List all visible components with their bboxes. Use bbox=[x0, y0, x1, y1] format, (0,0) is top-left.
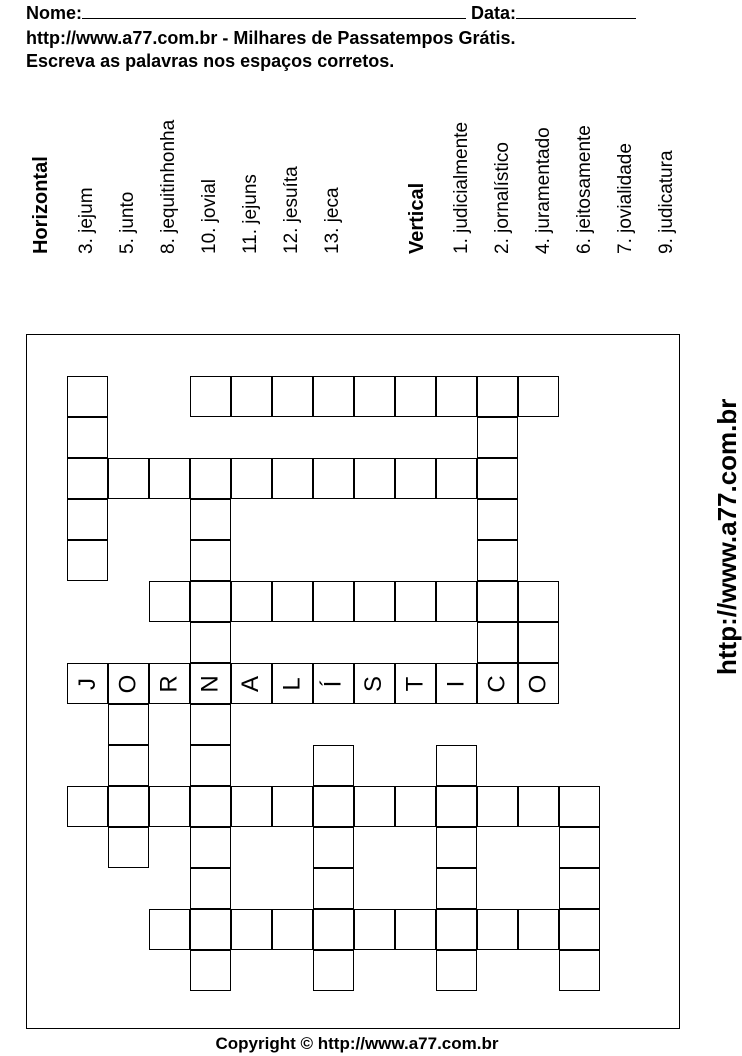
grid-cell[interactable] bbox=[559, 868, 600, 909]
grid-cell[interactable] bbox=[313, 581, 354, 622]
grid-cell[interactable] bbox=[108, 663, 149, 704]
grid-cell[interactable] bbox=[354, 581, 395, 622]
grid-cell[interactable] bbox=[190, 622, 231, 663]
site-line: http://www.a77.com.br - Milhares de Passatempos Grátis. bbox=[26, 28, 516, 48]
cell-letter: N bbox=[196, 674, 224, 693]
grid-cell[interactable] bbox=[477, 499, 518, 540]
cell-letter: L bbox=[278, 676, 306, 691]
grid-cell[interactable] bbox=[272, 458, 313, 499]
grid-cell[interactable] bbox=[67, 458, 108, 499]
grid-cell[interactable] bbox=[67, 499, 108, 540]
horizontal-clue: 5. junto bbox=[117, 191, 138, 254]
grid-cell[interactable] bbox=[67, 540, 108, 581]
grid-cell[interactable] bbox=[313, 827, 354, 868]
grid-cell[interactable] bbox=[190, 786, 231, 827]
grid-cell[interactable] bbox=[108, 786, 149, 827]
vertical-clue: 1. judicialmente bbox=[451, 121, 472, 254]
grid-cell[interactable] bbox=[231, 663, 272, 704]
grid-cell[interactable] bbox=[354, 376, 395, 417]
grid-cell[interactable] bbox=[272, 786, 313, 827]
horizontal-clue: 10. jovial bbox=[199, 179, 220, 254]
cell-letter: A bbox=[237, 675, 265, 692]
grid-cell[interactable] bbox=[354, 909, 395, 950]
grid-cell[interactable] bbox=[272, 909, 313, 950]
grid-cell[interactable] bbox=[108, 704, 149, 745]
grid-cell[interactable] bbox=[436, 868, 477, 909]
grid-cell[interactable] bbox=[67, 663, 108, 704]
grid-cell[interactable] bbox=[231, 458, 272, 499]
grid-cell[interactable] bbox=[272, 581, 313, 622]
grid-cell[interactable] bbox=[108, 745, 149, 786]
cell-letter: S bbox=[360, 675, 388, 692]
instruction-line: Escreva as palavras nos espaços corretos. bbox=[26, 51, 395, 71]
grid-cell[interactable] bbox=[149, 663, 190, 704]
grid-cell[interactable] bbox=[272, 663, 313, 704]
grid-cell[interactable] bbox=[477, 663, 518, 704]
grid-cell[interactable] bbox=[190, 581, 231, 622]
grid-cell[interactable] bbox=[395, 663, 436, 704]
grid-cell[interactable] bbox=[108, 827, 149, 868]
grid-cell[interactable] bbox=[436, 786, 477, 827]
grid-cell[interactable] bbox=[190, 827, 231, 868]
vertical-clue: 4. juramentado bbox=[533, 127, 554, 254]
grid-cell[interactable] bbox=[149, 458, 190, 499]
grid-cell[interactable] bbox=[354, 458, 395, 499]
cell-letter: T bbox=[401, 676, 429, 691]
horizontal-clue: 8. jequitinhonha bbox=[158, 119, 179, 254]
grid-cell[interactable] bbox=[477, 786, 518, 827]
grid-cell[interactable] bbox=[354, 663, 395, 704]
horizontal-heading: Horizontal bbox=[30, 156, 52, 254]
grid-cell[interactable] bbox=[559, 827, 600, 868]
grid-cell[interactable] bbox=[395, 376, 436, 417]
side-url: http://www.a77.com.br bbox=[712, 398, 742, 675]
grid-cell[interactable] bbox=[190, 499, 231, 540]
grid-cell[interactable] bbox=[559, 786, 600, 827]
grid-cell[interactable] bbox=[67, 786, 108, 827]
grid-cell[interactable] bbox=[477, 622, 518, 663]
horizontal-clue: 12. jesuíta bbox=[281, 166, 302, 254]
grid-cell[interactable] bbox=[354, 786, 395, 827]
grid-cell[interactable] bbox=[477, 417, 518, 458]
grid-cell[interactable] bbox=[313, 950, 354, 991]
grid-cell[interactable] bbox=[436, 745, 477, 786]
grid-cell[interactable] bbox=[477, 581, 518, 622]
grid-cell[interactable] bbox=[231, 581, 272, 622]
grid-cell[interactable] bbox=[272, 376, 313, 417]
grid-cell[interactable] bbox=[313, 745, 354, 786]
grid-cell[interactable] bbox=[149, 786, 190, 827]
grid-cell[interactable] bbox=[436, 663, 477, 704]
horizontal-clue: 11. jejuns bbox=[240, 174, 261, 254]
grid-cell[interactable] bbox=[108, 458, 149, 499]
grid-cell[interactable] bbox=[231, 376, 272, 417]
date-label: Data: bbox=[471, 3, 517, 23]
grid-cell[interactable] bbox=[190, 950, 231, 991]
grid-cell[interactable] bbox=[190, 540, 231, 581]
grid-cell[interactable] bbox=[395, 458, 436, 499]
cell-letter: C bbox=[483, 674, 511, 693]
grid-cell[interactable] bbox=[149, 581, 190, 622]
grid-cell[interactable] bbox=[518, 622, 559, 663]
grid-cell[interactable] bbox=[67, 376, 108, 417]
grid-cell[interactable] bbox=[518, 786, 559, 827]
cell-letter: O bbox=[524, 674, 552, 693]
cell-letter: O bbox=[114, 674, 142, 693]
grid-cell[interactable] bbox=[231, 786, 272, 827]
grid-cell[interactable] bbox=[313, 663, 354, 704]
cell-letter: I bbox=[442, 680, 470, 687]
grid-cell[interactable] bbox=[436, 376, 477, 417]
grid-cell[interactable] bbox=[518, 909, 559, 950]
cell-letter: Í bbox=[319, 680, 347, 687]
grid-cell[interactable] bbox=[313, 376, 354, 417]
vertical-heading: Vertical bbox=[406, 182, 428, 254]
horizontal-clue: 3. jejum bbox=[76, 187, 97, 254]
grid-cell[interactable] bbox=[477, 376, 518, 417]
grid-cell[interactable] bbox=[477, 540, 518, 581]
vertical-clue: 7. jovialidade bbox=[615, 143, 636, 254]
grid-cell[interactable] bbox=[436, 581, 477, 622]
grid-cell[interactable] bbox=[313, 458, 354, 499]
grid-cell[interactable] bbox=[518, 663, 559, 704]
grid-cell[interactable] bbox=[190, 376, 231, 417]
grid-cell[interactable] bbox=[436, 909, 477, 950]
grid-cell[interactable] bbox=[518, 581, 559, 622]
grid-cell[interactable] bbox=[559, 909, 600, 950]
grid-cell[interactable] bbox=[477, 458, 518, 499]
grid-cell[interactable] bbox=[67, 417, 108, 458]
vertical-clue: 9. judicatura bbox=[656, 150, 677, 254]
cell-letter: R bbox=[155, 674, 183, 693]
horizontal-clue: 13. jeca bbox=[322, 187, 343, 254]
vertical-clue: 2. jornalístico bbox=[492, 142, 513, 254]
grid-cell[interactable] bbox=[436, 827, 477, 868]
grid-cell[interactable] bbox=[190, 868, 231, 909]
copyright-footer: Copyright © http://www.a77.com.br bbox=[215, 1034, 499, 1053]
grid-cell[interactable] bbox=[190, 909, 231, 950]
grid-cell[interactable] bbox=[436, 458, 477, 499]
grid-cell[interactable] bbox=[477, 909, 518, 950]
grid-cell[interactable] bbox=[149, 909, 190, 950]
name-label: Nome: bbox=[26, 3, 83, 23]
grid-cell[interactable] bbox=[395, 581, 436, 622]
grid-cell[interactable] bbox=[231, 909, 272, 950]
grid-cell[interactable] bbox=[313, 786, 354, 827]
vertical-clue: 6. jeitosamente bbox=[574, 125, 595, 254]
grid-cell[interactable] bbox=[190, 704, 231, 745]
grid-cell[interactable] bbox=[559, 950, 600, 991]
cell-letter: J bbox=[73, 677, 101, 690]
grid-cell[interactable] bbox=[313, 868, 354, 909]
grid-cell[interactable] bbox=[395, 909, 436, 950]
grid-cell[interactable] bbox=[436, 950, 477, 991]
grid-cell[interactable] bbox=[190, 458, 231, 499]
grid-cell[interactable] bbox=[518, 376, 559, 417]
grid-cell[interactable] bbox=[190, 663, 231, 704]
grid-cell[interactable] bbox=[190, 745, 231, 786]
grid-cell[interactable] bbox=[395, 786, 436, 827]
grid-cell[interactable] bbox=[313, 909, 354, 950]
